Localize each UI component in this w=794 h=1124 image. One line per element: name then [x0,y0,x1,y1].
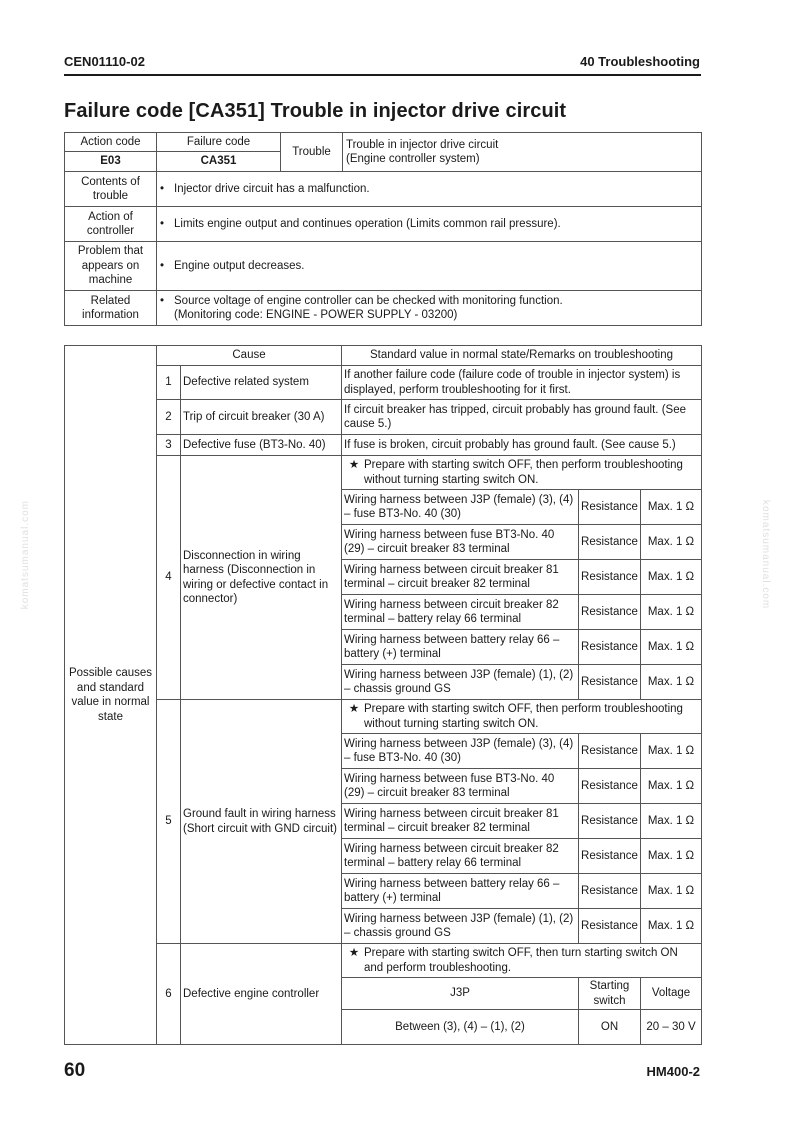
cause-2-number: 2 [157,400,181,435]
cause-6-number: 6 [157,944,181,1045]
c4-harness-6: Wiring harness between J3P (female) (1), (2) – chassis ground GS [342,665,579,700]
action-code-value: E03 [65,152,157,172]
c4-harness-1: Wiring harness between J3P (female) (3), (4) – fuse BT3-No. 40 (30) [342,490,579,525]
cause-3-number: 3 [157,435,181,456]
c5-harness-4: Wiring harness between circuit breaker 82 terminal – battery relay 66 terminal [342,839,579,874]
action-text: • Limits engine output and continues operation (Limits common rail pressure). [157,207,702,242]
problem-label: Problem that appears on machine [65,242,157,291]
standard-header: Standard value in normal state/Remarks on troubleshooting [342,346,702,366]
c4-item-1: Resistance [579,490,641,525]
cause-header: Cause [157,346,342,366]
c5-value-2: Max. 1 Ω [641,769,702,804]
trouble-line-2: (Engine controller system) [346,153,480,165]
cause-5-name: Ground fault in wiring harness (Short circuit with GND circuit) [181,700,342,944]
c6-pins: Between (3), (4) – (1), (2) [342,1010,579,1045]
watermark-left: komatsumanual.com [20,500,31,610]
failure-info-table [64,132,702,326]
action-label: Action of controller [65,207,157,242]
cause-4-number: 4 [157,456,181,700]
watermark-right: komatsumanual.com [760,500,771,610]
trouble-label: Trouble [281,133,343,172]
c5-item-3: Resistance [579,804,641,839]
document-code: CEN01110-02 [64,54,145,69]
c5-harness-6: Wiring harness between J3P (female) (1), (2) – chassis ground GS [342,909,579,944]
related-text: • Source voltage of engine controller can be checked with monitoring function. (Monitoring code: ENGINE - POWER SUPPLY - 03200) [157,291,702,326]
cause-1-number: 1 [157,366,181,400]
c5-value-6: Max. 1 Ω [641,909,702,944]
header-rule [64,74,701,76]
cause-1-remark: If another failure code (failure code of trouble in injector system) is displayed, perform troubleshooting for it first. [342,366,702,400]
related-label: Related information [65,291,157,326]
star-icon: ★ [348,459,360,471]
page-title: Failure code [CA351] Trouble in injector drive circuit [64,100,567,122]
cause-5-number: 5 [157,700,181,944]
c5-item-6: Resistance [579,909,641,944]
contents-text: • Injector drive circuit has a malfunction. [157,172,702,207]
cause-3-name: Defective fuse (BT3-No. 40) [181,435,342,456]
section-title: 40 Troubleshooting [580,54,700,69]
star-icon: ★ [348,947,360,959]
c6-switch-state: ON [579,1010,641,1045]
c5-item-5: Resistance [579,874,641,909]
star-icon: ★ [348,703,360,715]
contents-label: Contents of trouble [65,172,157,207]
c4-harness-3: Wiring harness between circuit breaker 81 terminal – circuit breaker 82 terminal [342,560,579,595]
c5-item-2: Resistance [579,769,641,804]
c5-value-3: Max. 1 Ω [641,804,702,839]
c5-value-5: Max. 1 Ω [641,874,702,909]
trouble-line-1: Trouble in injector drive circuit [346,138,499,151]
c4-value-4: Max. 1 Ω [641,595,702,630]
trouble-description [343,133,702,172]
c4-value-3: Max. 1 Ω [641,560,702,595]
c6-col-switch: Starting switch [579,978,641,1010]
c4-item-6: Resistance [579,665,641,700]
c5-harness-3: Wiring harness between circuit breaker 81 terminal – circuit breaker 82 terminal [342,804,579,839]
c4-value-6: Max. 1 Ω [641,665,702,700]
c4-item-5: Resistance [579,630,641,665]
page-number: 60 [64,1060,86,1081]
cause-4-name: Disconnection in wiring harness (Disconnection in wiring or defective contact in connector) [181,456,342,700]
c5-value-1: Max. 1 Ω [641,734,702,769]
cause-2-remark: If circuit breaker has tripped, circuit probably has ground fault. (See cause 5.) [342,400,702,435]
causes-table [64,345,702,1045]
action-code-label: Action code [65,133,157,152]
cause-2-name: Trip of circuit breaker (30 A) [181,400,342,435]
c4-harness-4: Wiring harness between circuit breaker 82 terminal – battery relay 66 terminal [342,595,579,630]
failure-code-label: Failure code [157,133,281,152]
model-name: HM400-2 [646,1064,700,1079]
c5-value-4: Max. 1 Ω [641,839,702,874]
cause-4-preparation: ★ Prepare with starting switch OFF, then perform troubleshooting without turning starting switch ON. [342,456,702,490]
c4-value-2: Max. 1 Ω [641,525,702,560]
c4-item-3: Resistance [579,560,641,595]
c4-item-2: Resistance [579,525,641,560]
cause-6-preparation: ★ Prepare with starting switch OFF, then turn starting switch ON and perform troubleshooting. [342,944,702,978]
c6-voltage-value: 20 – 30 V [641,1010,702,1045]
c5-harness-2: Wiring harness between fuse BT3-No. 40 (29) – circuit breaker 83 terminal [342,769,579,804]
cause-3-remark: If fuse is broken, circuit probably has ground fault. (See cause 5.) [342,435,702,456]
cause-5-preparation: ★ Prepare with starting switch OFF, then perform troubleshooting without turning starting switch ON. [342,700,702,734]
c4-value-5: Max. 1 Ω [641,630,702,665]
c4-value-1: Max. 1 Ω [641,490,702,525]
c4-harness-2: Wiring harness between fuse BT3-No. 40 (29) – circuit breaker 83 terminal [342,525,579,560]
c5-item-1: Resistance [579,734,641,769]
failure-code-value: CA351 [157,152,281,172]
problem-text: • Engine output decreases. [157,242,702,291]
c4-item-4: Resistance [579,595,641,630]
c5-harness-1: Wiring harness between J3P (female) (3), (4) – fuse BT3-No. 40 (30) [342,734,579,769]
c5-item-4: Resistance [579,839,641,874]
causes-group-label: Possible causes and standard value in normal state [65,346,157,1045]
c6-col-connector: J3P [342,978,579,1010]
c4-harness-5: Wiring harness between battery relay 66 – battery (+) terminal [342,630,579,665]
cause-6-name: Defective engine controller [181,944,342,1045]
c5-harness-5: Wiring harness between battery relay 66 – battery (+) terminal [342,874,579,909]
cause-1-name: Defective related system [181,366,342,400]
c6-col-voltage: Voltage [641,978,702,1010]
